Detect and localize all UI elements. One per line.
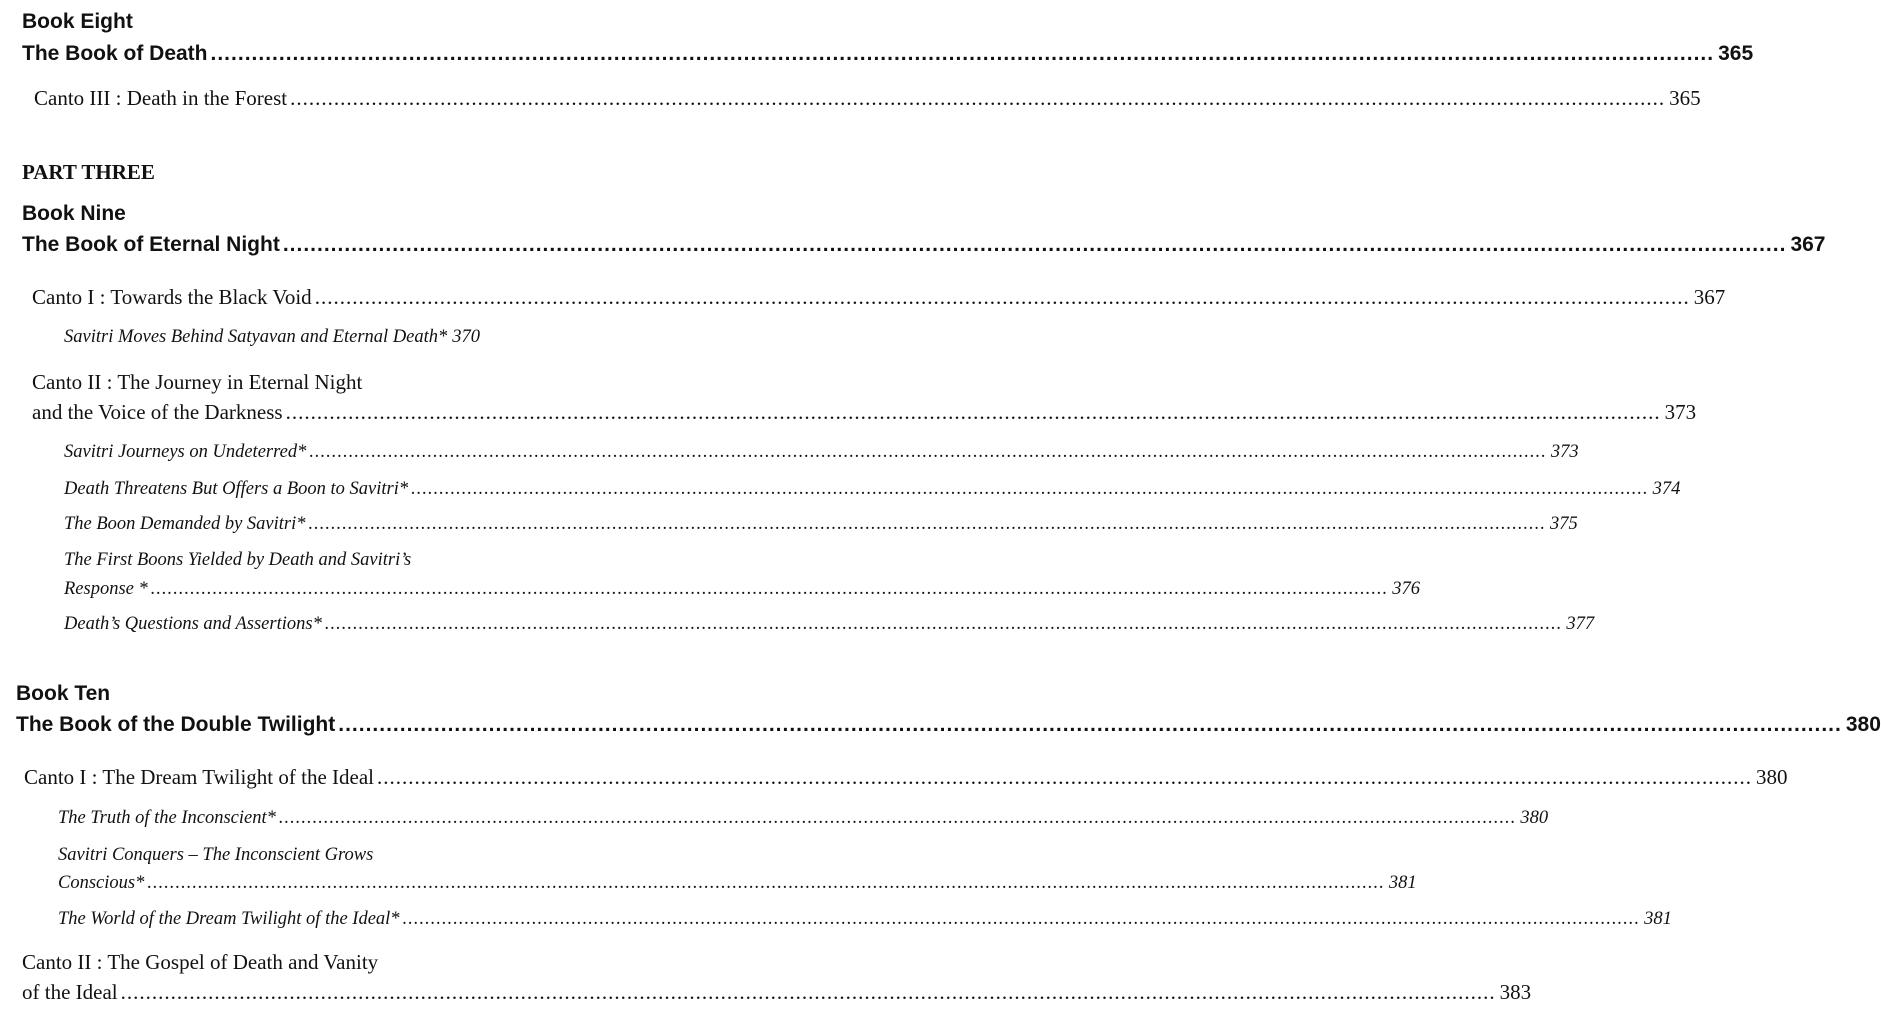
dot-leader: ............................................................................................................................................................................................................................	[308, 514, 1546, 534]
book-ten-title: The Book of the Double Twilight	[16, 713, 336, 736]
page-number: 365	[1718, 42, 1754, 65]
toc-entry-section[interactable]	[58, 873, 1417, 894]
canto-title-line: Canto II : The Gospel of Death and Vanity	[22, 950, 379, 974]
page-number: 370	[452, 327, 481, 347]
part-heading: PART THREE	[22, 160, 155, 184]
dot-leader: ............................................................................................................................................................................................................................	[314, 285, 1690, 309]
dot-leader: ............................................................................................................................................................................................................................	[120, 980, 1496, 1004]
dot-leader: ............................................................................................................................................................................................................................	[210, 42, 1715, 65]
section-title: The Boon Demanded by Savitri*	[64, 514, 306, 534]
toc-entry-canto[interactable]	[32, 400, 1697, 425]
page-number: 375	[1550, 514, 1578, 534]
book-nine-title: The Book of Eternal Night	[22, 233, 280, 256]
section-title-line: Savitri Conquers – The Inconscient Grows	[58, 845, 374, 865]
book-nine-label: Book Nine	[22, 202, 126, 225]
canto-title: Canto I : The Dream Twilight of the Ideal	[24, 765, 374, 789]
toc-entry-section[interactable]	[64, 327, 594, 348]
toc-entry-section[interactable]	[64, 614, 1595, 635]
page-number: 383	[1499, 980, 1532, 1004]
toc-entry-section[interactable]	[58, 808, 1549, 829]
page-number: 380	[1845, 713, 1881, 736]
section-title: Conscious*	[58, 873, 145, 893]
section-title: Death’s Questions and Assertions*	[64, 614, 322, 634]
toc-entry-section[interactable]	[58, 909, 1672, 930]
book-eight-label: Book Eight	[22, 10, 133, 33]
canto-title: and the Voice of the Darkness	[32, 400, 283, 424]
dot-leader: ............................................................................................................................................................................................................................	[309, 442, 1547, 462]
page-number: 377	[1566, 614, 1595, 634]
canto-title: of the Ideal	[22, 980, 118, 1004]
book-eight-title: The Book of Death	[22, 42, 208, 65]
section-title: The Truth of the Inconscient*	[58, 808, 276, 828]
section-title: Death Threatens But Offers a Boon to Savitri*	[64, 479, 409, 499]
toc-entry-book-ten[interactable]	[16, 713, 1881, 737]
toc-entry-canto[interactable]	[22, 980, 1532, 1005]
page-number: 380	[1520, 808, 1549, 828]
toc-entry-canto[interactable]	[32, 285, 1726, 310]
page-number: 373	[1664, 400, 1697, 424]
section-title: Response *	[64, 579, 148, 599]
dot-leader: ............................................................................................................................................................................................................................	[150, 579, 1389, 599]
section-title: The World of the Dream Twilight of the Ideal*	[58, 909, 400, 929]
canto-title-line: Canto II : The Journey in Eternal Night	[32, 370, 363, 394]
page-number: 365	[1669, 86, 1701, 110]
dot-leader: ............................................................................................................................................................................................................................	[282, 233, 1787, 256]
section-title: Savitri Journeys on Undeterred*	[64, 442, 307, 462]
toc-entry-section[interactable]	[64, 579, 1420, 600]
page-number: 374	[1652, 479, 1681, 499]
book-ten-label: Book Ten	[16, 682, 111, 705]
dot-leader: ............................................................................................................................................................................................................................	[338, 713, 1842, 736]
dot-leader: ............................................................................................................................................................................................................................	[278, 808, 1517, 828]
toc-entry-section[interactable]	[64, 442, 1579, 463]
page-number: 367	[1693, 285, 1726, 309]
page-number: 376	[1392, 579, 1420, 599]
page-number: 373	[1550, 442, 1579, 462]
dot-leader: ............................................................................................................................................................................................................................	[147, 873, 1385, 893]
toc-entry-section[interactable]	[64, 479, 1681, 500]
section-title-line: The First Boons Yielded by Death and Savitri’s	[64, 550, 412, 570]
toc-entry-canto[interactable]	[34, 86, 1701, 111]
canto-title: Canto I : Towards the Black Void	[32, 285, 312, 309]
page-number: 381	[1388, 873, 1417, 893]
section-title: Savitri Moves Behind Satyavan and Eternal Death*	[64, 327, 448, 347]
toc-entry-canto[interactable]	[24, 765, 1788, 790]
page-number: 367	[1790, 233, 1826, 256]
toc-entry-book-nine[interactable]	[22, 233, 1826, 257]
dot-leader: ............................................................................................................................................................................................................................	[324, 614, 1563, 634]
dot-leader: ............................................................................................................................................................................................................................	[285, 400, 1661, 424]
canto-title: Canto III : Death in the Forest	[34, 86, 288, 110]
page-number: 380	[1756, 765, 1788, 789]
toc-entry-section[interactable]	[64, 514, 1578, 535]
dot-leader: ............................................................................................................................................................................................................................	[411, 479, 1649, 499]
dot-leader: ............................................................................................................................................................................................................................	[290, 86, 1666, 110]
dot-leader: ............................................................................................................................................................................................................................	[377, 765, 1752, 789]
dot-leader: ............................................................................................................................................................................................................................	[402, 909, 1641, 929]
toc-entry-book-eight[interactable]	[22, 42, 1754, 66]
page-number: 381	[1644, 909, 1672, 929]
